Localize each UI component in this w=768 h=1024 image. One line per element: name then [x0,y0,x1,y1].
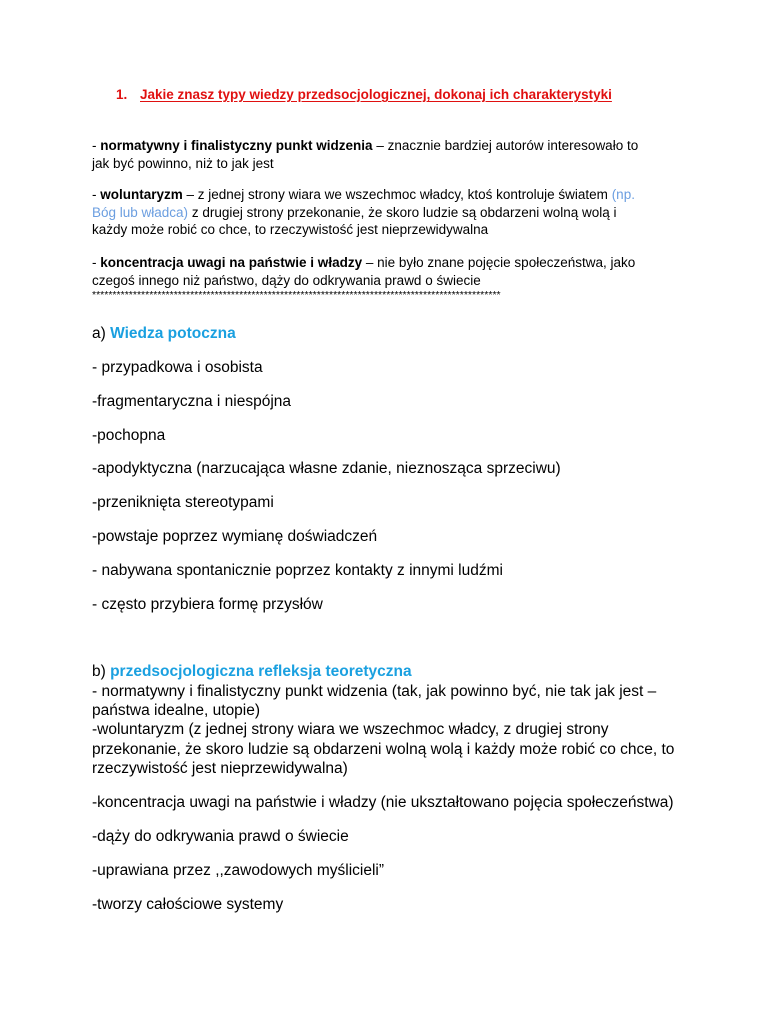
example-note: Bóg lub władca) [92,205,189,220]
separator-stars: **************************************************************************************************** [92,289,501,301]
intro-paragraph-3 [92,254,635,272]
term-bold: woluntaryzm [100,187,183,202]
term-bold: koncentracja uwagi na państwie i władzy [100,255,363,270]
intro-paragraph-1-line-2: jak być powinno, niż to jak jest [92,156,274,171]
paragraph-text: – nie było znane pojęcie społeczeństwa, jako [362,255,636,270]
paragraph-line: państwa idealne, utopie) [92,702,261,719]
list-item: - przypadkowa i osobista [92,359,263,376]
intro-paragraph-2-line-3: każdy może robić co chce, to rzeczywistość jest nieprzewidywalna [92,222,489,237]
paragraph-line: -woluntaryzm (z jednej strony wiara we wszechmoc władcy, z drugiej strony [92,721,609,738]
paragraph-line: przekonanie, że skoro ludzie są obdarzeni wolną wolą i każdy może robić co chce, to [92,741,675,758]
paragraph-text: – z jednej strony wiara we wszechmoc władcy, ktoś kontroluje światem [182,187,612,202]
section-title: Wiedza potoczna [110,325,236,342]
section-title: przedsocjologiczna refleksja teoretyczna [110,663,412,680]
bullet-prefix: - [92,187,101,202]
paragraph-text: z drugiej strony przekonanie, że skoro ludzie są obdarzeni wolną wolą i [188,205,617,220]
list-item: - nabywana spontanicznie poprzez kontakty z innymi ludźmi [92,562,503,579]
list-item: - często przybiera formę przysłów [92,596,323,613]
list-item: -przeniknięta stereotypami [92,494,274,511]
question-number: 1. [116,87,128,102]
bullet-prefix: - [92,138,101,153]
term-bold: normatywny i finalistyczny punkt widzenia [100,138,373,153]
section-letter: a) [92,325,111,342]
bullet-prefix: - [92,255,101,270]
paragraph-line: - normatywny i finalistyczny punkt widzenia (tak, jak powinno być, nie tak jak jest – [92,683,657,700]
intro-paragraph-3-line-2: czegoś innego niż państwo, dąży do odkrywania prawd o świecie [92,273,481,288]
section-b-heading [92,662,412,682]
example-note: (np. [611,187,635,202]
intro-paragraph-2 [92,186,635,204]
list-item: -fragmentaryczna i niespójna [92,393,292,410]
list-item: -uprawiana przez ,,zawodowych myślicieli” [92,862,385,879]
list-item: -dąży do odkrywania prawd o świecie [92,828,349,845]
section-letter: b) [92,663,111,680]
list-item: -koncentracja uwagi na państwie i władzy (nie ukształtowano pojęcia społeczeństwa) [92,794,674,811]
question-heading [116,87,612,102]
paragraph-text: – znacznie bardziej autorów interesowało to [372,138,639,153]
list-item: -powstaje poprzez wymianę doświadczeń [92,528,378,545]
intro-paragraph-2-line-2 [92,204,617,222]
intro-paragraph-1 [92,137,638,155]
paragraph-line: rzeczywistość jest nieprzewidywalna) [92,760,348,777]
list-item: -tworzy całościowe systemy [92,896,284,913]
list-item: -apodyktyczna (narzucająca własne zdanie, nieznosząca sprzeciwu) [92,460,561,477]
list-item: -pochopna [92,427,166,444]
section-a-heading [92,324,236,344]
question-text: Jakie znasz typy wiedzy przedsocjologicznej, dokonaj ich charakterystyki [140,87,612,102]
